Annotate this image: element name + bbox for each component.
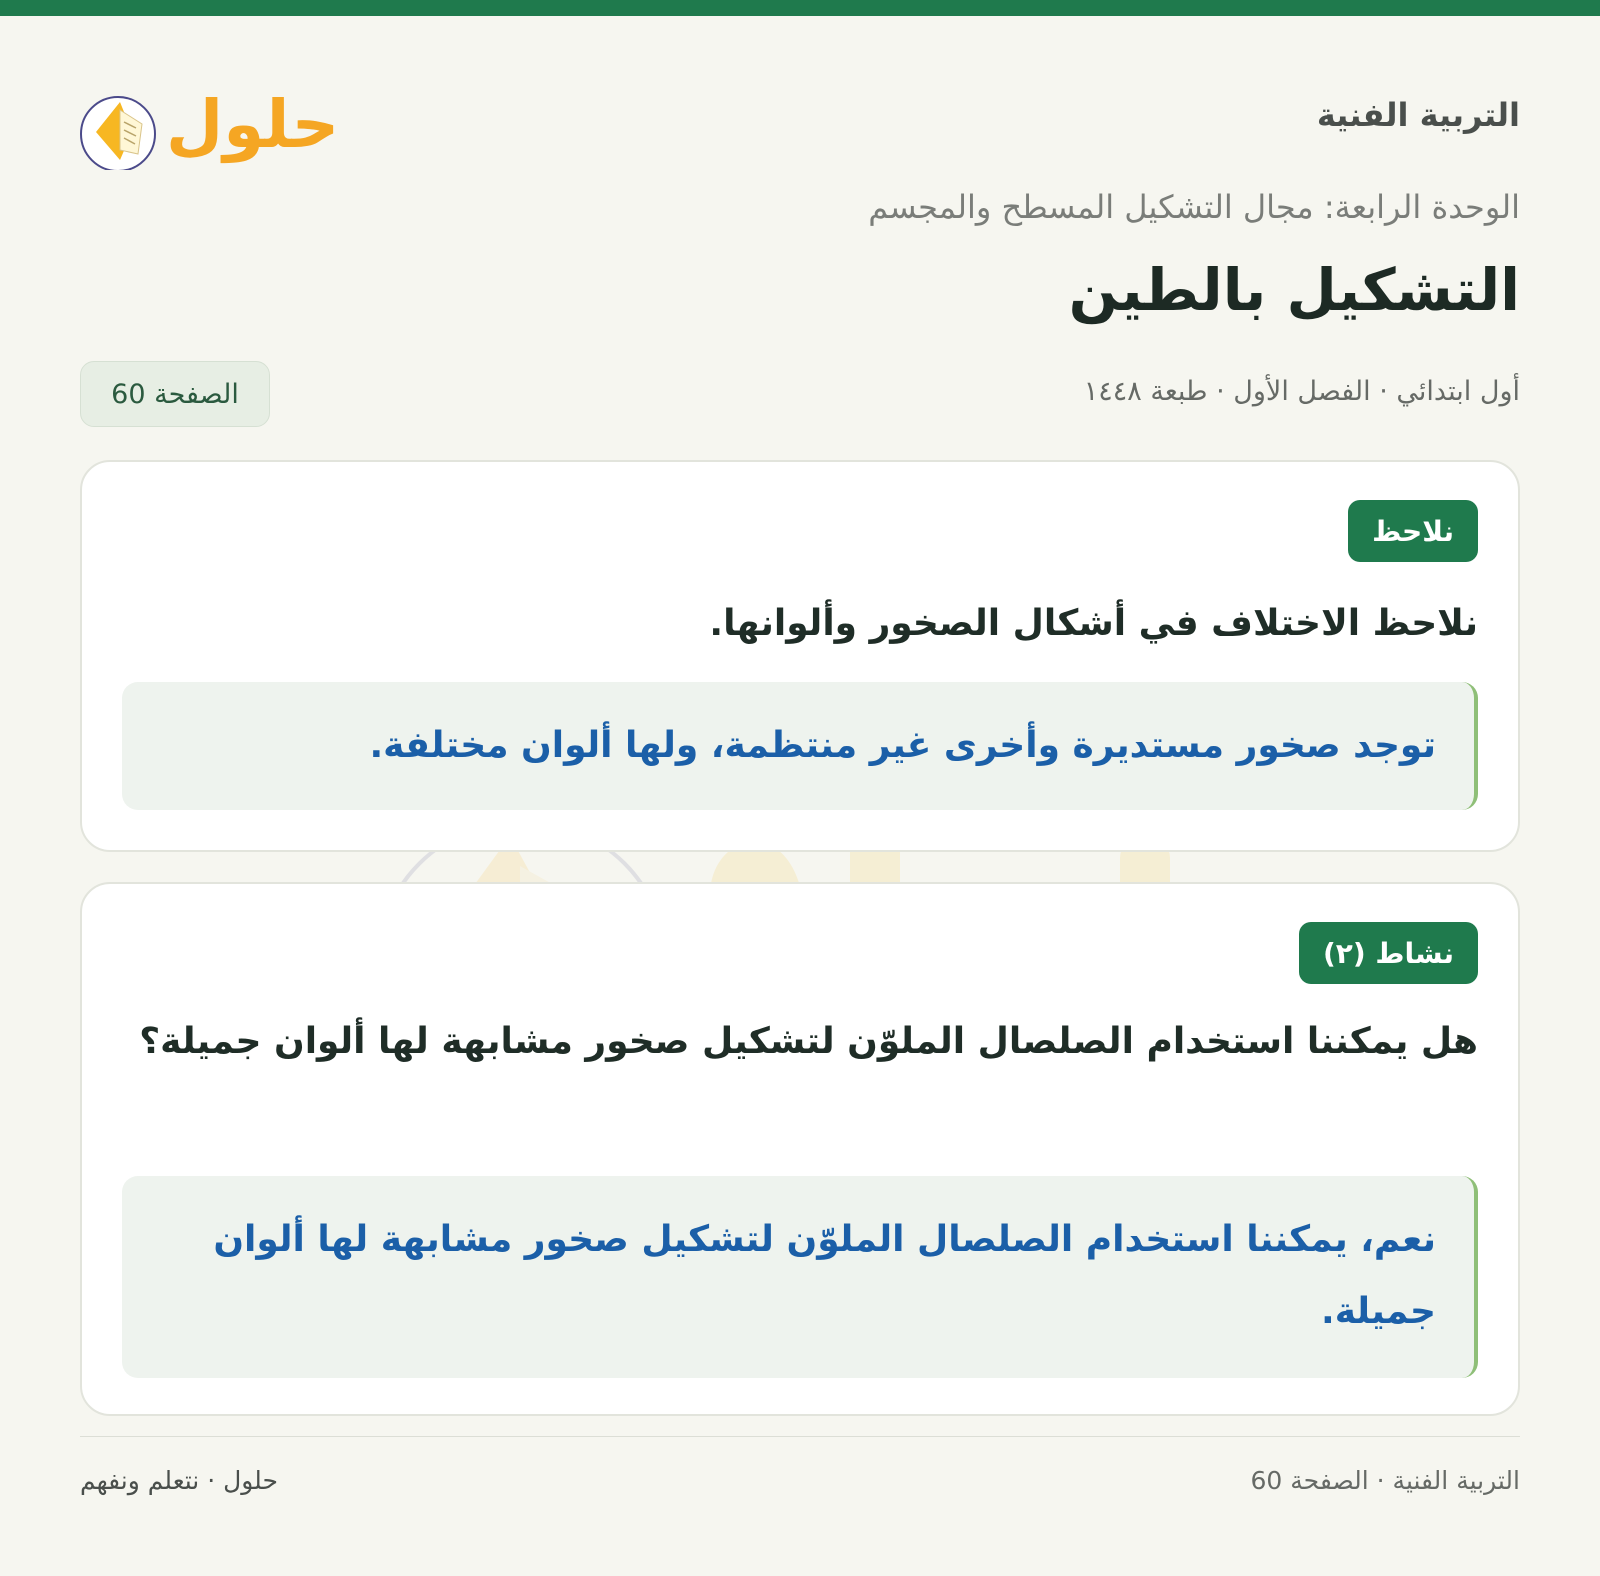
activity-answer: نعم، يمكننا استخدام الصلصال الملوّن لتشكيل صخور مشابهة لها ألوان جميلة. [122, 1176, 1478, 1378]
lesson-meta: أول ابتدائي · الفصل الأول · طبعة ١٤٤٨ [1083, 376, 1520, 407]
activity-badge: نشاط (٢) [1299, 922, 1478, 984]
activity-card [80, 882, 1520, 1416]
logo-text: حلول [166, 86, 340, 163]
top-accent-bar [0, 0, 1600, 16]
page [80, 16, 1520, 1576]
footer-divider [80, 1436, 1520, 1437]
site-logo[interactable] [80, 80, 340, 170]
observe-question: نلاحظ الاختلاف في أشكال الصخور وألوانها. [709, 603, 1478, 644]
observe-badge: نلاحظ [1348, 500, 1478, 562]
footer-page-info: التربية الفنية · الصفحة 60 [1250, 1466, 1520, 1495]
activity-question: هل يمكننا استخدام الصلصال الملوّن لتشكيل صخور مشابهة لها ألوان جميلة؟ [139, 1021, 1478, 1062]
observe-card [80, 460, 1520, 852]
observe-answer: توجد صخور مستديرة وأخرى غير منتظمة، ولها ألوان مختلفة. [122, 682, 1478, 810]
footer-brand: حلول · نتعلم ونفهم [80, 1466, 278, 1495]
page-number-badge: الصفحة 60 [80, 361, 270, 427]
unit-title: الوحدة الرابعة: مجال التشكيل المسطح والمجسم [868, 188, 1520, 226]
subject-title: التربية الفنية [1316, 96, 1520, 134]
lesson-title: التشكيل بالطين [1068, 256, 1520, 324]
header [80, 16, 1520, 436]
